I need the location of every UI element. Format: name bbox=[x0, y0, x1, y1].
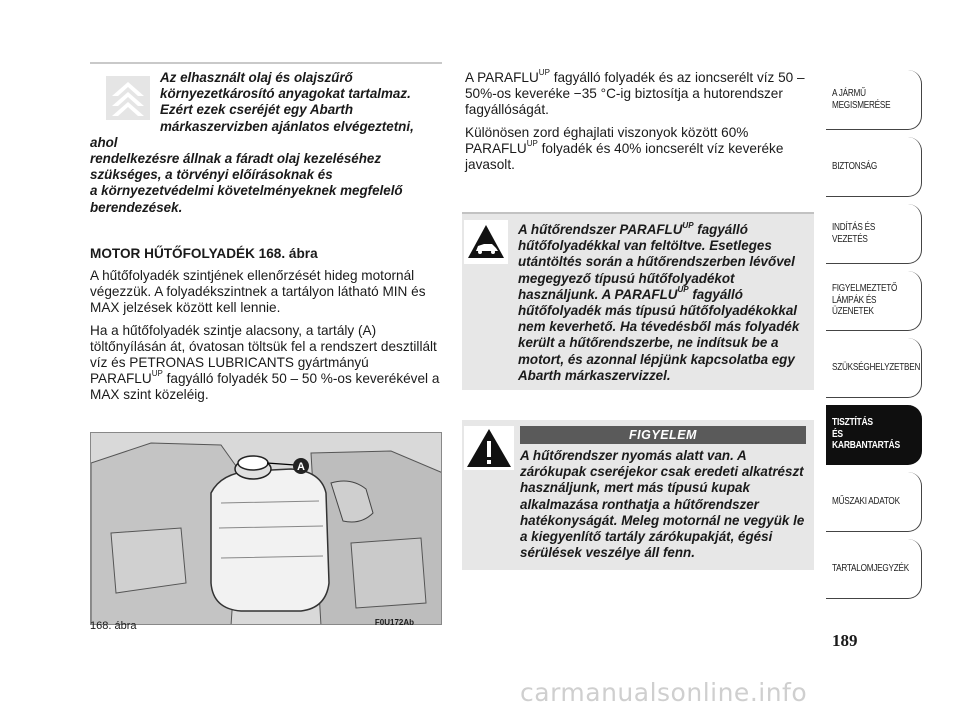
tab-cleaning-maintenance[interactable] bbox=[826, 405, 922, 465]
figure-code: F0U172Ab bbox=[374, 618, 414, 627]
section-title: MOTOR HŰTŐFOLYADÉK 168. ábra bbox=[90, 245, 318, 261]
text: folyadék és 40% ioncserélt víz keveréke javasolt. bbox=[465, 141, 784, 172]
engine-figure bbox=[90, 432, 442, 625]
text: fagyálló hűtőfolyadék más típusú hűtőfolyadékokkal nem keverhető. Ha tévedésből más folyadék került a hűtőrendszerbe, ne indítsuk be a motort, és azonnal lépjünk kapcsolatba egy Abarth márkaszervizzel. bbox=[518, 286, 800, 383]
alert-title: FIGYELEM bbox=[520, 426, 806, 444]
env-line: szükséges, a törvényi előírásoknak és bbox=[90, 167, 333, 183]
superscript: UP bbox=[677, 285, 689, 295]
env-line: Ezért ezek cseréjét egy Abarth bbox=[160, 102, 354, 118]
page-number: 189 bbox=[832, 631, 858, 650]
text: Ha a hűtőfolyadék szintje alacsony, a tartály (A) töltőnyílásán át, óvatosan töltsük fel a rendszert desztillált víz és PETRONAS LUBRICANTS gyártmányú PARAFLU bbox=[90, 322, 437, 386]
env-line: márkaszervizben ajánlatos elvégeztetni, ahol bbox=[90, 118, 414, 150]
recycle-arrows-icon bbox=[106, 76, 150, 120]
coolant-reservoir-illustration bbox=[91, 433, 442, 625]
coolant-notice-text bbox=[470, 222, 810, 384]
paragraph bbox=[465, 70, 815, 118]
right-column bbox=[465, 70, 815, 180]
alert-text-wrap bbox=[470, 448, 810, 561]
tab-emergency[interactable] bbox=[826, 338, 922, 398]
env-line: berendezések. bbox=[90, 199, 183, 215]
env-line: rendelkezésre állnak a fáradt olaj kezeléséhez bbox=[90, 151, 382, 167]
tab-label: SZÜKSÉGHELYZETBEN bbox=[832, 361, 921, 373]
divider bbox=[90, 62, 442, 64]
superscript: UP bbox=[526, 139, 538, 149]
environment-note bbox=[90, 70, 442, 216]
tab-label: MŰSZAKI ADATOK bbox=[832, 495, 900, 507]
superscript: UP bbox=[682, 220, 694, 230]
env-line: a környezetvédelmi követelményeknek megfelelő bbox=[90, 183, 403, 199]
text: fagyálló hűtőfolyadékkal van feltöltve. Esetleges utántöltés során a hűtőrendszerben lévővel megegyező típusú hűtőfolyadékot használjunk. A PARAFLU bbox=[518, 222, 795, 302]
paragraph bbox=[90, 323, 442, 403]
paragraph bbox=[465, 125, 815, 173]
alert-text: A hűtőrendszer nyomás alatt van. A zárókupak cseréjekor csak eredeti alkatrészt használjunk, mert más típusú kupak alkalmazása ronthatja a hűtőrendszer hatékonyságát. Meleg motornál ne vegyük le a kiegyenlítő tartály zárókupakját, égési sérülések veszélye áll fenn. bbox=[520, 448, 805, 561]
figyelem-alert-box bbox=[462, 420, 814, 570]
tab-index[interactable] bbox=[826, 539, 922, 599]
tab-technical-data[interactable] bbox=[826, 472, 922, 532]
env-line: Az elhasznált olaj és olajszűrő bbox=[160, 70, 353, 85]
tab-vehicle-overview[interactable] bbox=[826, 70, 922, 130]
notice-body bbox=[470, 222, 810, 384]
tab-label: A JÁRMŰ MEGISMERÉSE bbox=[832, 88, 891, 111]
chapter-sidebar bbox=[826, 70, 922, 606]
tab-label: INDÍTÁS ÉS VEZETÉS bbox=[832, 222, 876, 245]
tab-safety[interactable] bbox=[826, 137, 922, 197]
tab-label: BIZTONSÁG bbox=[832, 160, 878, 172]
superscript: UP bbox=[538, 68, 550, 78]
text: Különösen zord éghajlati viszonyok között 60% PARAFLU bbox=[465, 125, 749, 156]
text: fagyálló folyadék és az ioncserélt víz 50 – 50%-os keveréke −35 °C-ig biztosítja a hutorendszer fagyállóságát. bbox=[465, 70, 805, 117]
paragraph: A hűtőfolyadék szintjének ellenőrzését hideg motornál végezzük. A folyadékszintnek a tartályon látható MIN és MAX jelzések között kell lennie. bbox=[90, 267, 426, 315]
callout-label: A bbox=[297, 461, 305, 473]
tab-label: FIGYELMEZTETŐ LÁMPÁK ÉS ÜZENETEK bbox=[832, 283, 898, 318]
tab-label: TISZTÍTÁS ÉS KARBANTARTÁS bbox=[832, 417, 900, 452]
tab-warning-lights[interactable] bbox=[826, 271, 922, 331]
figure-caption: 168. ábra bbox=[90, 620, 137, 632]
text: A PARAFLU bbox=[465, 70, 539, 85]
text: fagyálló folyadék 50 – 50 %-os keverékével a MAX szint közeléig. bbox=[90, 370, 440, 402]
tab-label: TARTALOMJEGYZÉK bbox=[832, 562, 909, 574]
env-line: környezetkárosító anyagokat tartalmaz. bbox=[160, 86, 411, 102]
watermark: carmanualsonline.info bbox=[520, 678, 808, 707]
divider bbox=[462, 212, 814, 214]
superscript: UP bbox=[151, 369, 163, 379]
tab-starting-driving[interactable] bbox=[826, 204, 922, 264]
coolant-notice-box bbox=[462, 214, 814, 390]
text: A hűtőrendszer PARAFLU bbox=[518, 222, 683, 237]
left-column bbox=[90, 62, 442, 410]
